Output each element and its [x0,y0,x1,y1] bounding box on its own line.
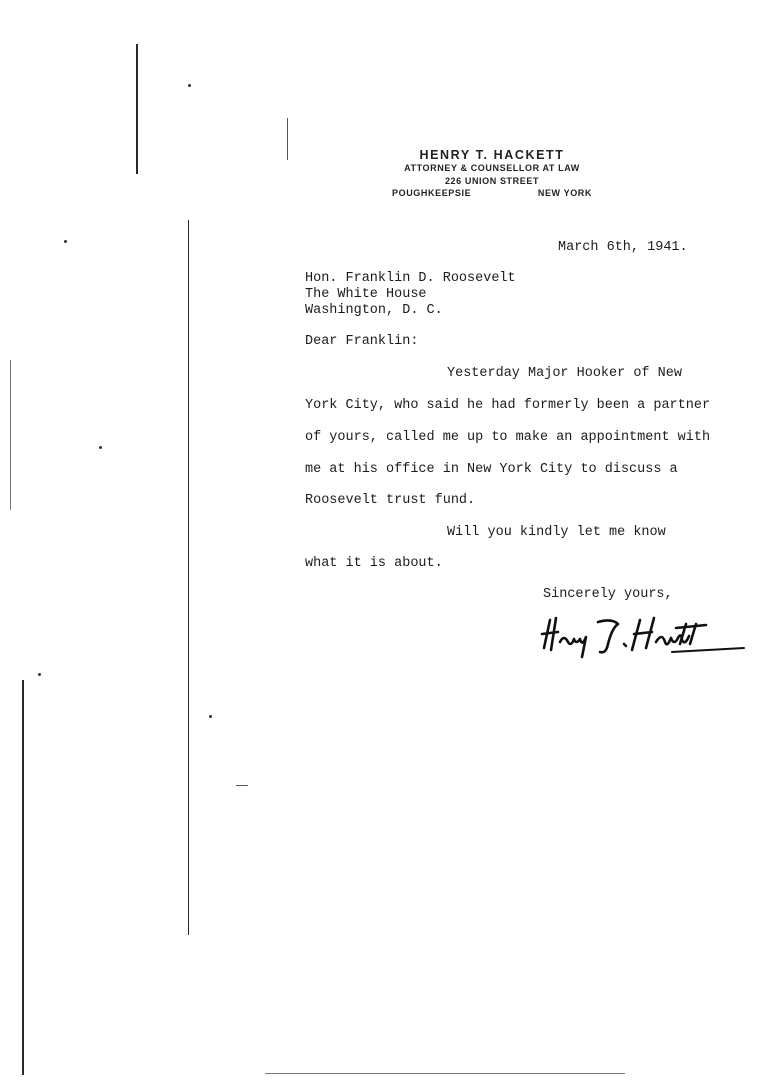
letterhead-title: ATTORNEY & COUNSELLOR AT LAW [404,163,580,173]
scan-speck [99,446,102,449]
scan-edge-line [136,44,138,174]
letterhead-city: POUGHKEEPSIE [392,188,472,198]
recipient-name: Hon. Franklin D. Roosevelt [305,271,516,286]
recipient-line-3: Washington, D. C. [305,303,443,318]
scan-speck [64,240,67,243]
scan-edge-line [22,680,24,1075]
body-line: Roosevelt trust fund. [305,493,476,508]
letterhead-name: HENRY T. HACKETT [419,148,565,162]
scan-edge-line [10,360,11,510]
closing: Sincerely yours, [543,587,673,602]
scan-speck [209,715,212,718]
body-line: York City, who said he had formerly been a partner [305,398,711,413]
body-line: Yesterday Major Hooker of New [447,366,682,381]
recipient-line-2: The White House [305,287,427,302]
body-line: what it is about. [305,556,443,571]
scan-bottom-line [265,1073,625,1074]
scan-mark [287,118,288,160]
letterhead-state: NEW YORK [537,188,592,198]
handwritten-signature [536,612,746,662]
body-line: of yours, called me up to make an appointment with [305,430,711,445]
salutation: Dear Franklin: [305,334,419,349]
letterhead [392,148,592,198]
scan-mark [236,785,248,786]
scan-speck [38,673,41,676]
body-line: Will you kindly let me know [447,525,666,540]
letterhead-street: 226 UNION STREET [444,176,540,186]
recipient-address [305,271,516,319]
letter-date: March 6th, 1941. [558,240,688,255]
scan-edge-line [188,220,189,935]
scan-speck [188,84,191,87]
body-line: me at his office in New York City to discuss a [305,462,678,477]
letterhead-city-line [392,188,592,198]
